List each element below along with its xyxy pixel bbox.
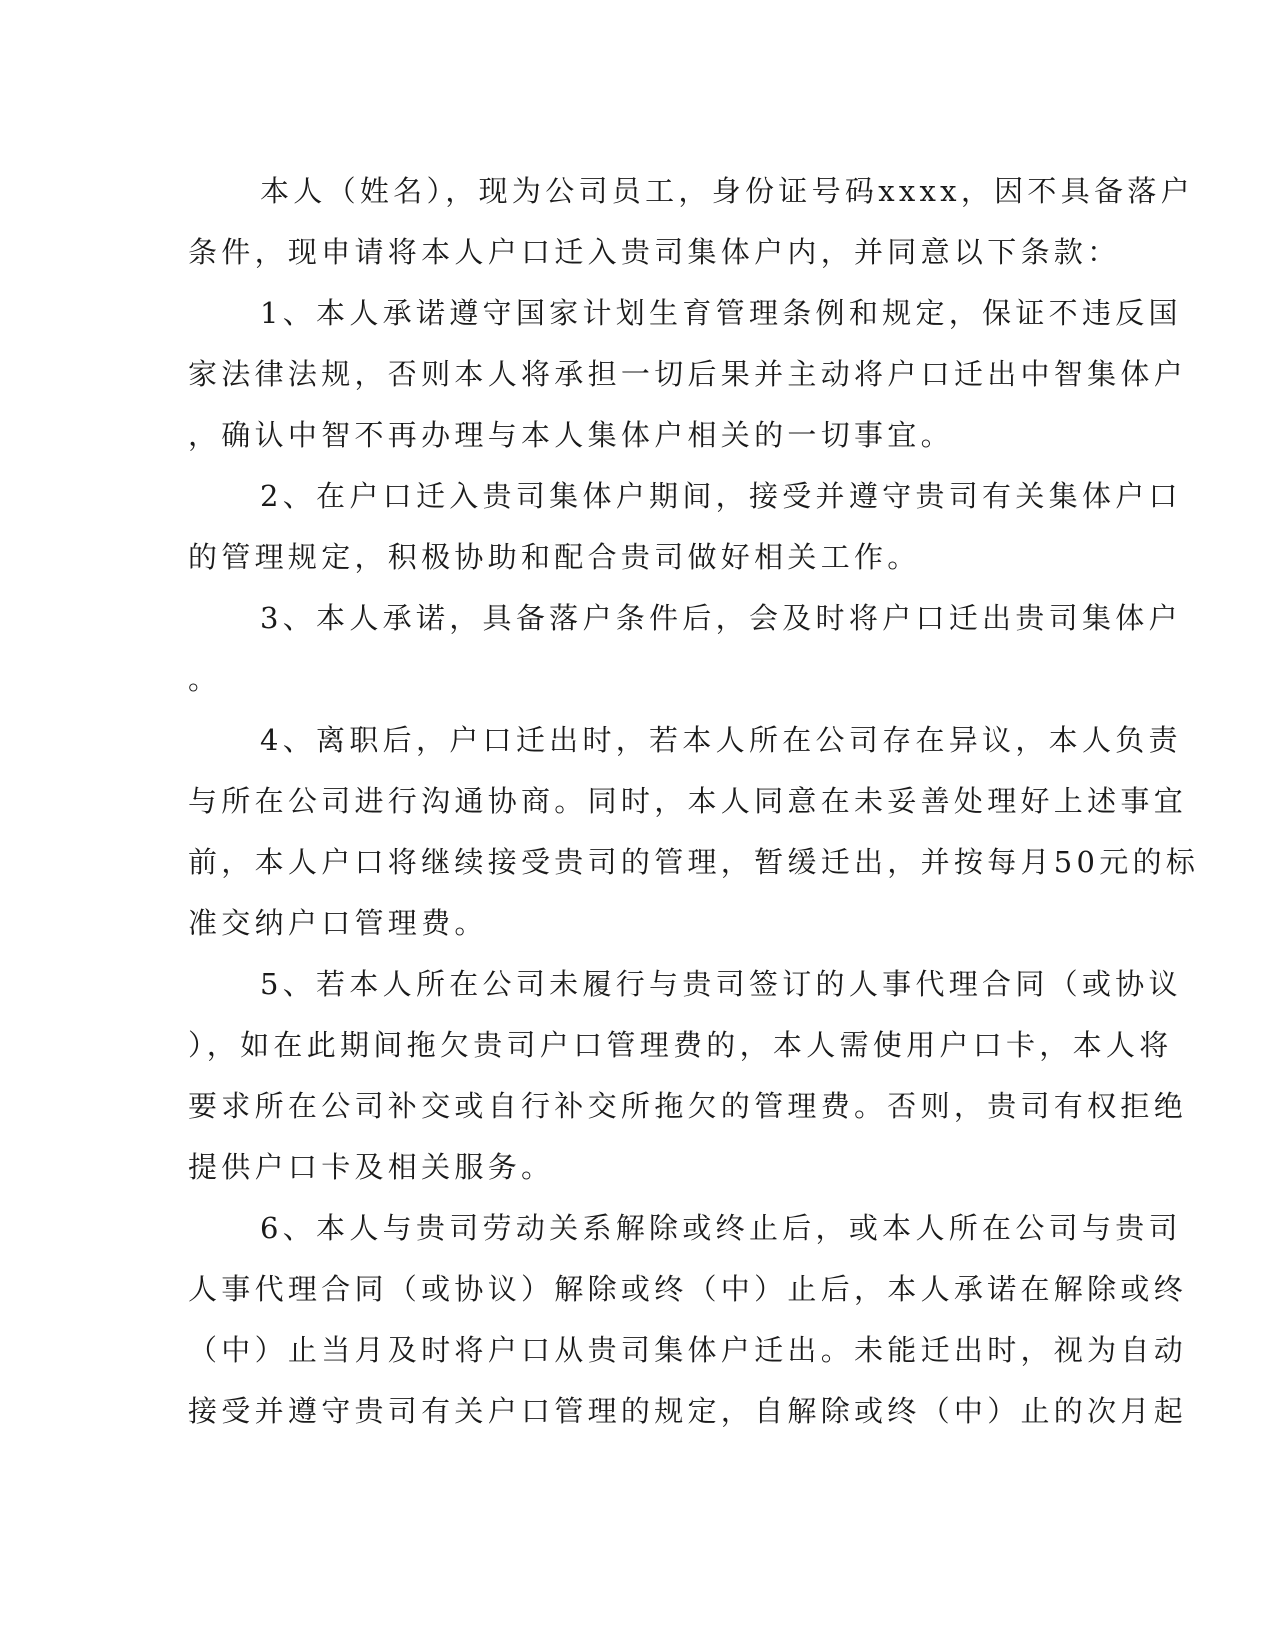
text-line: ，确认中智不再办理与本人集体户相关的一切事宜。 <box>188 418 954 452</box>
text-line: 人事代理合同（或协议）解除或终（中）止后，本人承诺在解除或终 <box>188 1272 1188 1306</box>
text-line: ），如在此期间拖欠贵司户口管理费的，本人需使用户口卡，本人将 <box>188 1028 1173 1062</box>
text-line: （中）止当月及时将户口从贵司集体户迁出。未能迁出时，视为自动 <box>188 1333 1188 1367</box>
text-line: 2、在户口迁入贵司集体户期间，接受并遵守贵司有关集体户口 <box>260 479 1182 513</box>
text-line: 提供户口卡及相关服务。 <box>188 1150 555 1184</box>
text-line: 家法律法规，否则本人将承担一切后果并主动将户口迁出中智集体户 <box>188 357 1188 391</box>
text-line: 5、若本人所在公司未履行与贵司签订的人事代理合同（或协议 <box>260 967 1182 1001</box>
text-line: 前，本人户口将继续接受贵司的管理，暂缓迁出，并按每月50元的标 <box>188 845 1200 879</box>
text-line: 4、离职后，户口迁出时，若本人所在公司存在异议，本人负责 <box>260 723 1182 757</box>
text-line: 接受并遵守贵司有关户口管理的规定，自解除或终（中）止的次月起 <box>188 1394 1188 1428</box>
text-line: 3、本人承诺，具备落户条件后，会及时将户口迁出贵司集体户 <box>260 601 1182 635</box>
text-line: 本人（姓名），现为公司员工，身份证号码xxxx，因不具备落户 <box>260 174 1194 208</box>
text-line: 6、本人与贵司劳动关系解除或终止后，或本人所在公司与贵司 <box>260 1211 1182 1245</box>
text-line: 的管理规定，积极协助和配合贵司做好相关工作。 <box>188 540 921 574</box>
text-line: 。 <box>188 662 222 696</box>
document-body <box>188 161 1200 1442</box>
text-line: 准交纳户口管理费。 <box>188 906 488 940</box>
text-line: 条件，现申请将本人户口迁入贵司集体户内，并同意以下条款： <box>188 235 1121 269</box>
text-line: 与所在公司进行沟通协商。同时，本人同意在未妥善处理好上述事宜 <box>188 784 1188 818</box>
text-line: 要求所在公司补交或自行补交所拖欠的管理费。否则，贵司有权拒绝 <box>188 1089 1188 1123</box>
text-line: 1、本人承诺遵守国家计划生育管理条例和规定，保证不违反国 <box>260 296 1182 330</box>
